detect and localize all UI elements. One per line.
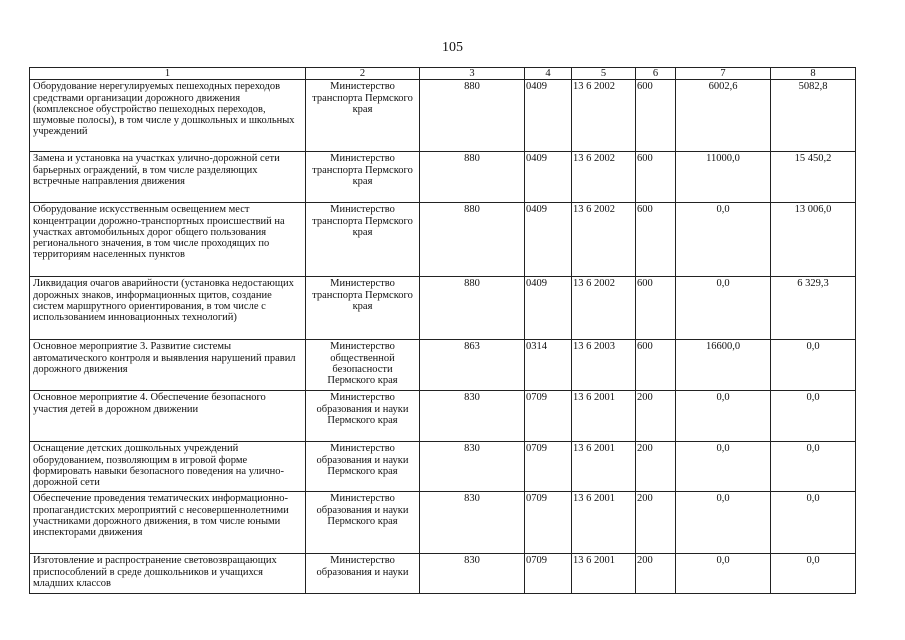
target-code: 13 6 2001 bbox=[572, 391, 636, 442]
amount-col7: 16600,0 bbox=[676, 340, 771, 391]
amount-col7: 0,0 bbox=[676, 492, 771, 554]
responsible-body: Министерство транспорта Пермского края bbox=[306, 203, 420, 277]
target-code: 13 6 2001 bbox=[572, 492, 636, 554]
target-code: 13 6 2002 bbox=[572, 80, 636, 152]
responsible-body: Министерство транспорта Пермского края bbox=[306, 80, 420, 152]
header-cell: 2 bbox=[306, 68, 420, 80]
amount-col8: 0,0 bbox=[771, 442, 856, 492]
expense-type: 600 bbox=[636, 203, 676, 277]
section-code: 0709 bbox=[525, 492, 572, 554]
code-cell: 830 bbox=[420, 442, 525, 492]
budget-table bbox=[29, 67, 856, 594]
target-code: 13 6 2001 bbox=[572, 442, 636, 492]
responsible-body: Министерство образования и науки Пермского края bbox=[306, 492, 420, 554]
amount-col8: 0,0 bbox=[771, 492, 856, 554]
section-code: 0409 bbox=[525, 277, 572, 340]
target-code: 13 6 2001 bbox=[572, 554, 636, 594]
amount-col7: 0,0 bbox=[676, 277, 771, 340]
responsible-body: Министерство образования и науки Пермского края bbox=[306, 442, 420, 492]
amount-col8: 15 450,2 bbox=[771, 152, 856, 203]
target-code: 13 6 2002 bbox=[572, 152, 636, 203]
amount-col8: 13 006,0 bbox=[771, 203, 856, 277]
amount-col7: 0,0 bbox=[676, 391, 771, 442]
activity-name: Основное мероприятие 3. Развитие системы автоматического контроля и выявления нарушений правил дорожного движения bbox=[30, 340, 306, 391]
code-cell: 830 bbox=[420, 554, 525, 594]
responsible-body: Министерство транспорта Пермского края bbox=[306, 277, 420, 340]
activity-name: Замена и установка на участках улично-дорожной сети барьерных ограждений, в том числе разделяющих встречные направления движения bbox=[30, 152, 306, 203]
expense-type: 200 bbox=[636, 492, 676, 554]
header-cell: 4 bbox=[525, 68, 572, 80]
target-code: 13 6 2002 bbox=[572, 203, 636, 277]
responsible-body: Министерство общественной безопасности Пермского края bbox=[306, 340, 420, 391]
code-cell: 880 bbox=[420, 277, 525, 340]
responsible-body: Министерство образования и науки Пермского края bbox=[306, 391, 420, 442]
activity-name: Оснащение детских дошкольных учреждений оборудованием, позволяющим в игровой форме формировать навыки безопасного поведения на улично-дорожной сети bbox=[30, 442, 306, 492]
amount-col7: 0,0 bbox=[676, 442, 771, 492]
activity-name: Изготовление и распространение световозвращающих приспособлений в среде дошкольников и учащихся младших классов bbox=[30, 554, 306, 594]
code-cell: 830 bbox=[420, 492, 525, 554]
code-cell: 880 bbox=[420, 80, 525, 152]
section-code: 0409 bbox=[525, 80, 572, 152]
table-row bbox=[30, 340, 856, 391]
amount-col8: 0,0 bbox=[771, 391, 856, 442]
responsible-body: Министерство образования и науки bbox=[306, 554, 420, 594]
activity-name: Оборудование нерегулируемых пешеходных переходов средствами организации дорожного движения (комплексное обустройство пешеходных переходов, шумовые полосы), в том числе у дошкольных и школьных учреждений bbox=[30, 80, 306, 152]
table-row bbox=[30, 442, 856, 492]
expense-type: 200 bbox=[636, 554, 676, 594]
header-cell: 8 bbox=[771, 68, 856, 80]
header-cell: 6 bbox=[636, 68, 676, 80]
table-row bbox=[30, 554, 856, 594]
amount-col8: 0,0 bbox=[771, 340, 856, 391]
responsible-body: Министерство транспорта Пермского края bbox=[306, 152, 420, 203]
header-cell: 7 bbox=[676, 68, 771, 80]
section-code: 0409 bbox=[525, 203, 572, 277]
header-row bbox=[30, 68, 856, 80]
section-code: 0709 bbox=[525, 391, 572, 442]
expense-type: 600 bbox=[636, 80, 676, 152]
target-code: 13 6 2003 bbox=[572, 340, 636, 391]
table-row bbox=[30, 80, 856, 152]
section-code: 0709 bbox=[525, 554, 572, 594]
section-code: 0314 bbox=[525, 340, 572, 391]
code-cell: 880 bbox=[420, 152, 525, 203]
code-cell: 863 bbox=[420, 340, 525, 391]
expense-type: 200 bbox=[636, 391, 676, 442]
amount-col8: 6 329,3 bbox=[771, 277, 856, 340]
table-row bbox=[30, 492, 856, 554]
section-code: 0709 bbox=[525, 442, 572, 492]
table-row bbox=[30, 152, 856, 203]
header-cell: 3 bbox=[420, 68, 525, 80]
expense-type: 200 bbox=[636, 442, 676, 492]
expense-type: 600 bbox=[636, 152, 676, 203]
header-cell: 5 bbox=[572, 68, 636, 80]
target-code: 13 6 2002 bbox=[572, 277, 636, 340]
expense-type: 600 bbox=[636, 277, 676, 340]
amount-col7: 6002,6 bbox=[676, 80, 771, 152]
code-cell: 830 bbox=[420, 391, 525, 442]
activity-name: Основное мероприятие 4. Обеспечение безопасного участия детей в дорожном движении bbox=[30, 391, 306, 442]
page-number: 105 bbox=[442, 40, 463, 55]
amount-col8: 0,0 bbox=[771, 554, 856, 594]
expense-type: 600 bbox=[636, 340, 676, 391]
activity-name: Оборудование искусственным освещением мест концентрации дорожно-транспортных происшествий на участках автомобильных дорог общего пользования регионального значения, в том числе проходящих по территориям населенных пунктов bbox=[30, 203, 306, 277]
section-code: 0409 bbox=[525, 152, 572, 203]
table-row bbox=[30, 203, 856, 277]
activity-name: Обеспечение проведения тематических информационно-пропагандистских мероприятий с несовершеннолетними участниками дорожного движения, в том числе юными инспекторами движения bbox=[30, 492, 306, 554]
amount-col7: 11000,0 bbox=[676, 152, 771, 203]
amount-col7: 0,0 bbox=[676, 554, 771, 594]
table-row bbox=[30, 277, 856, 340]
code-cell: 880 bbox=[420, 203, 525, 277]
table-row bbox=[30, 391, 856, 442]
header-cell: 1 bbox=[30, 68, 306, 80]
amount-col8: 5082,8 bbox=[771, 80, 856, 152]
activity-name: Ликвидация очагов аварийности (установка недостающих дорожных знаков, информационных щитов, создание систем маршрутного ориентирования, в том числе с использованием инновационных технологий) bbox=[30, 277, 306, 340]
amount-col7: 0,0 bbox=[676, 203, 771, 277]
